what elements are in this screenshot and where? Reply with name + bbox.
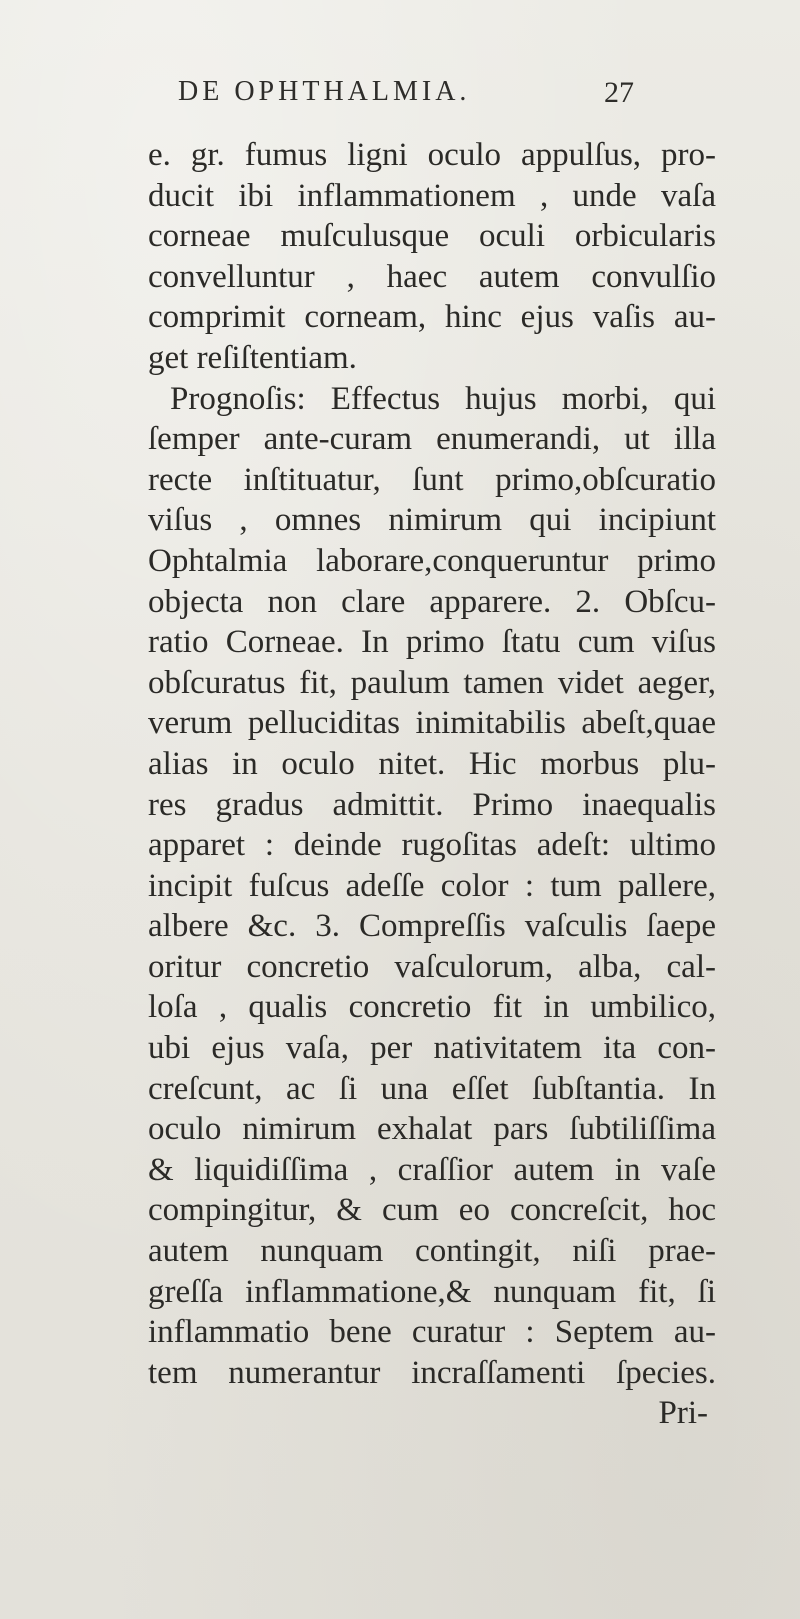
- text-line: ducit ibi inflammationem , unde vaſa: [148, 177, 716, 214]
- text-line: inflammatio bene curatur : Septem au-: [148, 1314, 716, 1351]
- text-line: ſemper ante-curam enumerandi, ut illa: [148, 421, 716, 458]
- text-line: convelluntur , haec autem convulſio: [148, 258, 716, 295]
- page-header: [0, 70, 800, 110]
- text-line: autem nunquam contingit, niſi prae-: [148, 1233, 716, 1270]
- text-line: e. gr. fumus ligni oculo appulſus, pro-: [148, 137, 716, 173]
- text-line: oculo nimirum exhalat pars ſubtiliſſima: [148, 1111, 716, 1148]
- text-line: loſa , qualis concretio fit in umbilico,: [148, 989, 716, 1026]
- body-text: [148, 135, 716, 1434]
- text-line: res gradus admittit. Primo inaequalis: [148, 786, 716, 823]
- text-line: verum pelluciditas inimitabilis abeſt,quae: [148, 705, 716, 742]
- text-line: viſus , omnes nimirum qui incipiunt: [148, 502, 716, 539]
- text-line: Ophtalmia laborare,conqueruntur primo: [148, 542, 716, 579]
- text-line: & liquidiſſima , craſſior autem in vaſe: [148, 1151, 716, 1188]
- text-line: apparet : deinde rugoſitas adeſt: ultimo: [148, 827, 716, 864]
- text-line: ubi ejus vaſa, per nativitatem ita con-: [148, 1030, 716, 1067]
- text-line: albere &c. 3. Compreſſis vaſculis ſaepe: [148, 908, 716, 945]
- text-line: tem numerantur incraſſamenti ſpecies.: [148, 1354, 716, 1391]
- text-line: compingitur, & cum eo concreſcit, hoc: [148, 1192, 716, 1229]
- running-title: DE OPHTHALMIA.: [178, 76, 471, 107]
- text-line: oritur concretio vaſculorum, alba, cal-: [148, 948, 716, 985]
- text-line: ratio Corneae. In primo ſtatu cum viſus: [148, 624, 716, 661]
- text-line: obſcuratus fit, paulum tamen videt aeger,: [148, 664, 716, 701]
- text-line: creſcunt, ac ſi una eſſet ſubſtantia. In: [148, 1070, 716, 1107]
- text-line: alias in oculo nitet. Hic morbus plu-: [148, 745, 716, 782]
- text-line: corneae muſculusque oculi orbicularis: [148, 218, 716, 255]
- catchword: Pri-: [658, 1395, 708, 1432]
- page-number: 27: [604, 76, 634, 109]
- text-line: get reſiſtentiam.: [148, 339, 357, 376]
- text-line: recte inſtituatur, ſunt primo,obſcuratio: [148, 461, 716, 498]
- text-line: greſſa inflammatione,& nunquam fit, ſi: [148, 1273, 716, 1310]
- text-line: comprimit corneam, hinc ejus vaſis au-: [148, 299, 716, 336]
- text-line: Prognoſis: Effectus hujus morbi, qui: [170, 380, 716, 417]
- text-line: objecta non clare apparere. 2. Obſcu-: [148, 583, 716, 620]
- text-line: incipit fuſcus adeſſe color : tum pallere,: [148, 867, 716, 904]
